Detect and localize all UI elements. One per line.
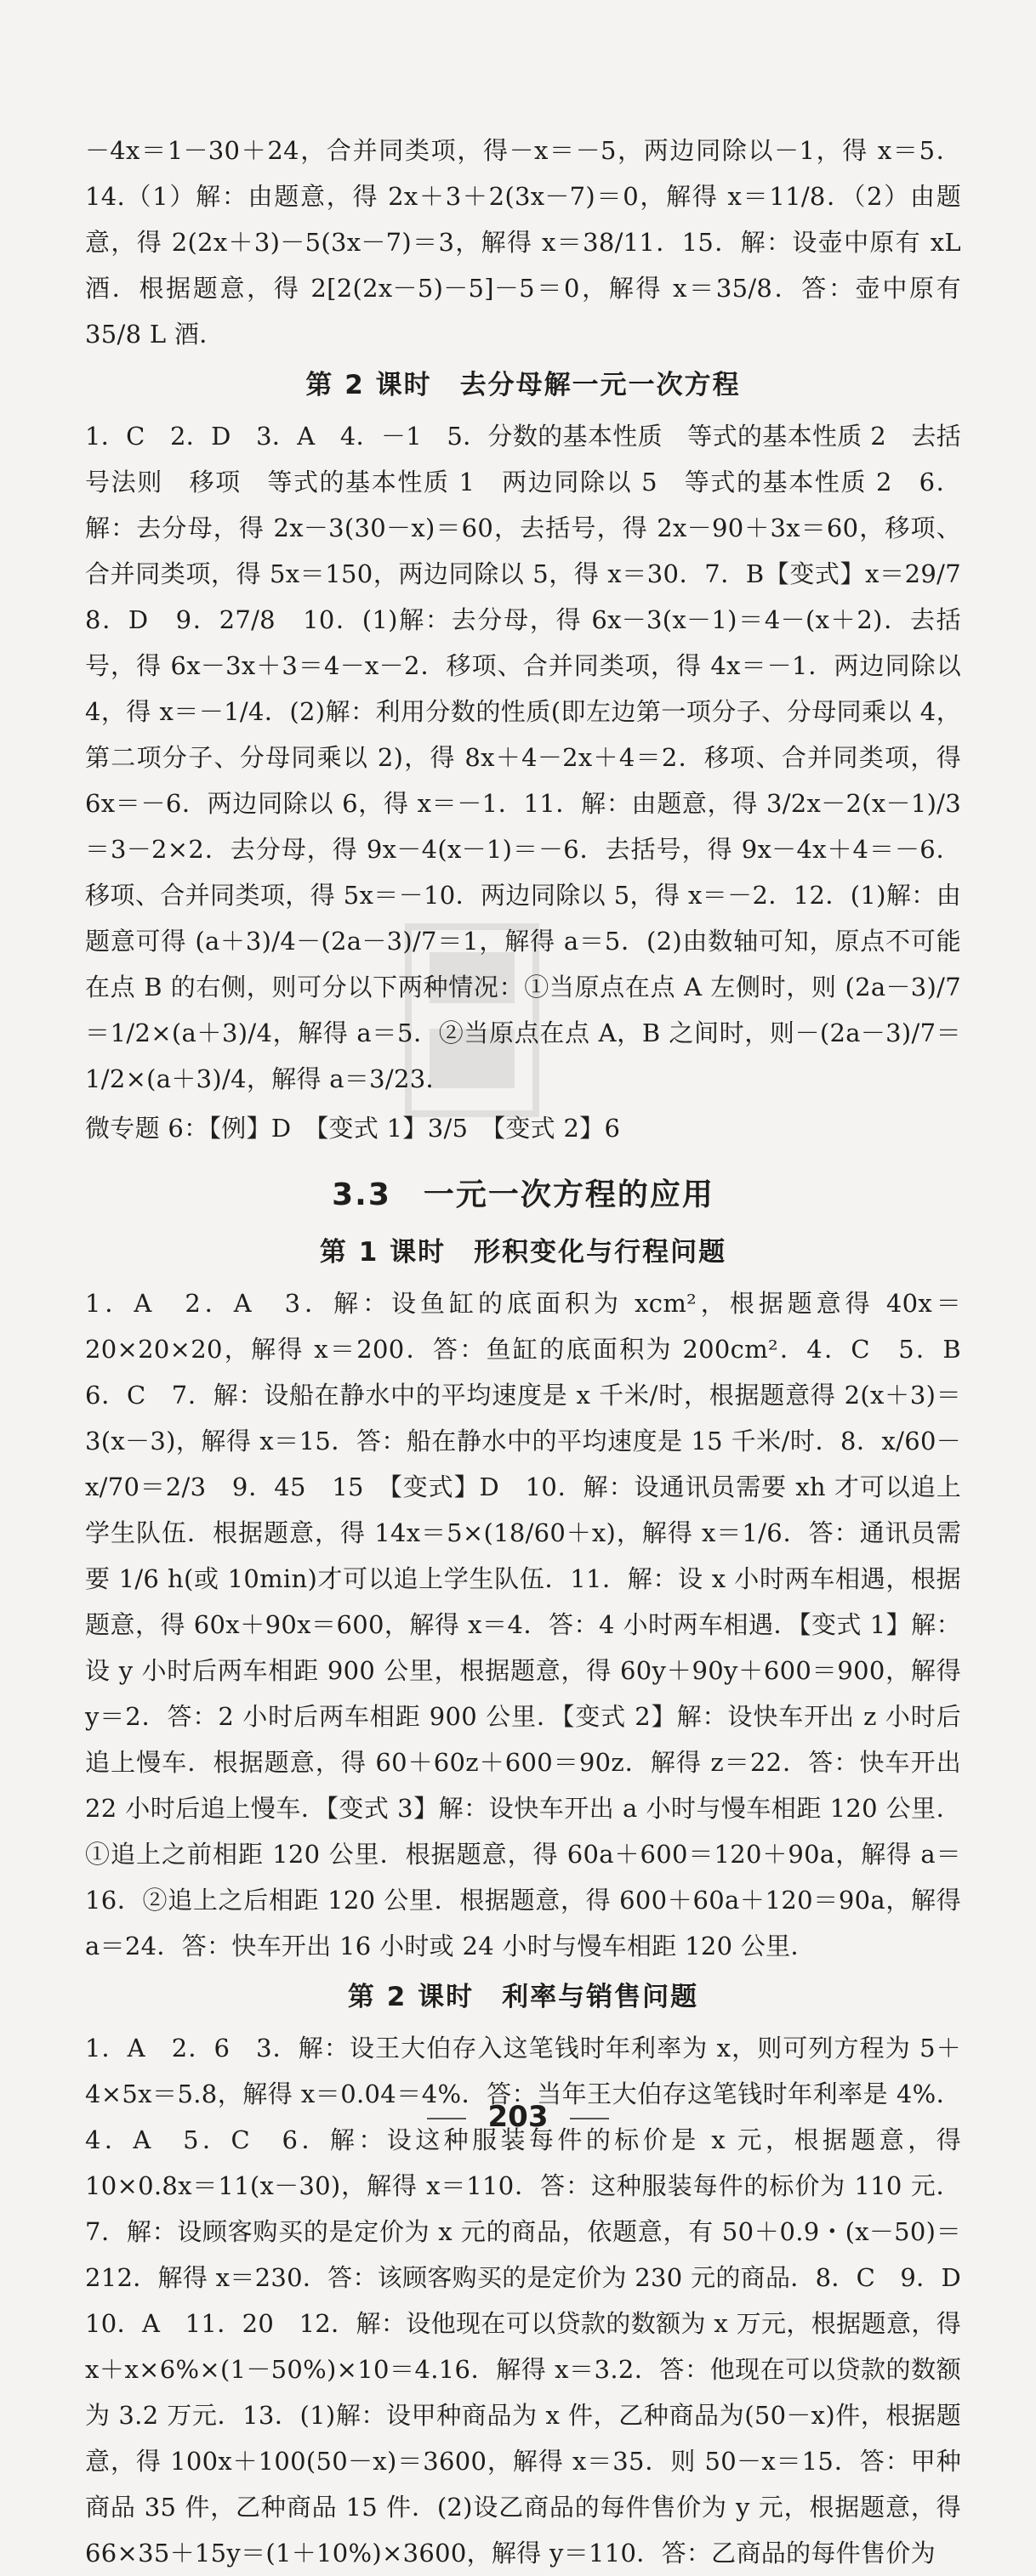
paragraph-micro-topic: 微专题 6：【例】D 【变式 1】3/5 【变式 2】6	[85, 1114, 621, 1143]
footer-dash-right	[570, 2118, 609, 2119]
section-heading-3-3-lesson-1: 第 1 课时 形积变化与行程问题	[319, 1237, 727, 1268]
paragraph-3-3-lesson-2: 1．A 2．6 3．解：设王大伯存入这笔钱时年利率为 x，则可列方程为 5＋4×5x＝5.8，解得 x＝0.04＝4%．答：当年王大伯存这笔钱时年利率是 4%．4．A 5．C 6．解：设这种服装每件的标价是 x 元，根据题意，得 10×0.8x＝11(x－30)，解得 x＝110．答：这种服装每件的标价为 110 元．7．解：设顾客购买的是定价为 x 元的商品，依题意，有 50＋0.9・(x－50)＝212．解得 x＝230．答：该顾客购买的是定价为 230 元的商品．8．C 9．D 10．A 11．20 12．解：设他现在可以贷款的数额为 x 万元，根据题意，得 x＋x×6%×(1－50%)×10＝4.16．解得 x＝3.2．答：他现在可以贷款的数额为 3.2 万元．13．(1)解：设甲种商品为 x 件，乙种商品为(50－x)件，根据题意，得 100x＋100(50－x)＝3600，解得 x＝35．则 50－x＝15．答：甲种商品 35 件，乙种商品 15 件．(2)设乙商品的每件售价为 y 元，根据题意，得 66×35＋15y＝(1＋10%)×3600，解得 y＝110．答：乙商品的每件售价为	[85, 2034, 987, 2567]
chapter-heading-3-3: 3.3 一元一次方程的应用	[332, 1177, 714, 1212]
footer-dash-left	[427, 2118, 466, 2119]
answer-content	[85, 128, 987, 2576]
section-heading-lesson-2: 第 2 课时 去分母解一元一次方程	[305, 370, 741, 400]
paragraph-top: －4x＝1－30＋24，合并同类项，得－x＝－5，两边同除以－1，得 x＝5．14.（1）解：由题意，得 2x＋3＋2(3x－7)＝0，解得 x＝11/8．（2）由题意，得 2(2x＋3)－5(3x－7)＝3，解得 x＝38/11．15．解：设壶中原有 xL 酒．根据题意，得 2[2(2x－5)－5]－5＝0，解得 x＝35/8．答：壶中原有 35/8 L 酒．	[85, 136, 961, 349]
paragraph-lesson-2-answers: 1．C 2．D 3．A 4．－1 5．分数的基本性质 等式的基本性质 2 去括号法则 移项 等式的基本性质 1 两边同除以 5 等式的基本性质 2 6．解：去分母，得 2x－3(30－x)＝60，去括号，得 2x－90＋3x＝60，移项、合并同类项，得 5x＝150，两边同除以 5，得 x＝30．7．B【变式】x＝29/7 8．D 9．27/8 10．(1)解：去分母，得 6x－3(x－1)＝4－(x＋2)．去括号，得 6x－3x＋3＝4－x－2．移项、合并同类项，得 4x＝－1．两边同除以 4，得 x＝－1/4．(2)解：利用分数的性质(即左边第一项分子、分母同乘以 4，第二项分子、分母同乘以 2)，得 8x＋4－2x＋4＝2．移项、合并同类项，得 6x＝－6．两边同除以 6，得 x＝－1．11．解：由题意，得 3/2x－2(x－1)/3＝3－2×2．去分母，得 9x－4(x－1)＝－6．去括号，得 9x－4x＋4＝－6．移项、合并同类项，得 5x＝－10．两边同除以 5，得 x＝－2．12．(1)解：由题意可得 (a＋3)/4－(2a－3)/7＝1，解得 a＝5．(2)由数轴可知，原点不可能在点 B 的右侧，则可分以下两种情况：①当原点在点 A 左侧时，则 (2a－3)/7＝1/2×(a＋3)/4，解得 a＝5．②当原点在点 A，B 之间时，则－(2a－3)/7＝1/2×(a＋3)/4，解得 a＝3/23．	[85, 422, 987, 1093]
watermark-seal-icon	[400, 918, 544, 1122]
page-footer	[0, 2100, 1036, 2134]
section-heading-3-3-lesson-2: 第 2 课时 利率与销售问题	[347, 1982, 699, 2012]
page-number: 203	[487, 2100, 549, 2134]
paragraph-3-3-lesson-1: 1．A 2．A 3．解：设鱼缸的底面积为 xcm²，根据题意得 40x＝20×20×20，解得 x＝200．答：鱼缸的底面积为 200cm²．4．C 5．B 6．C 7．解：设船在静水中的平均速度是 x 千米/时，根据题意得 2(x＋3)＝3(x－3)，解得 x＝15．答：船在静水中的平均速度是 15 千米/时．8．x/60－x/70＝2/3 9．45 15 【变式】D 10．解：设通讯员需要 xh 才可以追上学生队伍．根据题意，得 14x＝5×(18/60＋x)，解得 x＝1/6．答：通讯员需要 1/6 h(或 10min)才可以追上学生队伍．11．解：设 x 小时两车相遇，根据题意，得 60x＋90x＝600，解得 x＝4．答：4 小时两车相遇．【变式 1】解：设 y 小时后两车相距 900 公里，根据题意，得 60y＋90y＋600＝900，解得 y＝2．答：2 小时后两车相距 900 公里．【变式 2】解：设快车开出 z 小时后追上慢车．根据题意，得 60＋60z＋600＝90z．解得 z＝22．答：快车开出 22 小时后追上慢车．【变式 3】解：设快车开出 a 小时与慢车相距 120 公里．①追上之前相距 120 公里．根据题意，得 60a＋600＝120＋90a，解得 a＝16．②追上之后相距 120 公里．根据题意，得 600＋60a＋120＝90a，解得 a＝24．答：快车开出 16 小时或 24 小时与慢车相距 120 公里．	[85, 1289, 987, 1960]
